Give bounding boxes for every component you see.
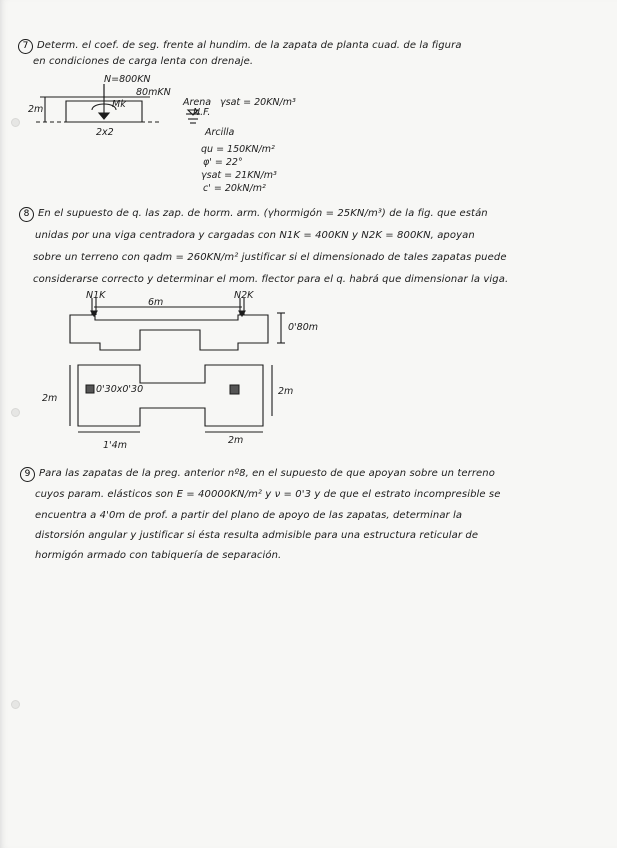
problem-number: 8 <box>19 207 34 222</box>
depth-label: 2m <box>28 104 44 115</box>
problem-text-line: considerarse correcto y determinar el mom. flector para el q. habrá que dimensionar la viga. <box>33 274 509 285</box>
soil-label: Arena <box>183 97 212 108</box>
soil-property: φ' = 22° <box>203 157 243 168</box>
soil-property: qu = 150KN/m² <box>201 144 275 155</box>
moment-label: 80mKN <box>136 87 171 98</box>
soil-label: Arcilla <box>205 127 235 138</box>
problem-text-line: En el supuesto de q. las zap. de horm. arm. (γhormigón = 25KN/m³) de la fig. que están <box>38 208 488 219</box>
problem-text-line: sobre un terreno con qadm = 260KN/m² justificar si el dimensionado de tales zapatas puede <box>33 252 507 263</box>
load-label: N2K <box>234 290 254 301</box>
load-label: N=800KN <box>104 74 151 85</box>
width-label: 2m <box>42 393 58 404</box>
problem-text-line: en condiciones de carga lenta con drenaje. <box>33 56 254 67</box>
problem-text-line: encuentra a 4'0m de prof. a partir del plano de apoyo de las zapatas, determinar la <box>35 510 463 521</box>
problem-text-line: unidas por una viga centradora y cargadas con N1K = 400KN y N2K = 800KN, apoyan <box>35 230 475 241</box>
height-label: 0'80m <box>288 322 318 333</box>
problem-text-line: Determ. el coef. de seg. frente al hundim. de la zapata de planta cuad. de la figura <box>37 40 462 51</box>
problem-text-line: distorsión angular y justificar si ésta resulta admisible para una estructura reticular de <box>35 530 479 541</box>
width-label: 2m <box>278 386 294 397</box>
gamma-label: γsat = 20KN/m³ <box>220 97 296 108</box>
length-label: 2m <box>228 435 244 446</box>
soil-property: c' = 20kN/m² <box>203 183 266 194</box>
length-label: 1'4m <box>103 440 127 451</box>
problem-number: 9 <box>20 467 35 482</box>
problem-text-line: cuyos param. elásticos son E = 40000KN/m² y ν = 0'3 y de que el estrato incompresible se <box>35 489 501 500</box>
soil-property: γsat = 21KN/m³ <box>201 170 277 181</box>
problem-text-line: hormigón armado con tabiquería de separación. <box>35 550 282 561</box>
size-label: 2x2 <box>96 127 114 138</box>
span-label: 6m <box>148 297 164 308</box>
nf-label: N.F. <box>193 107 211 118</box>
problem-number: 7 <box>18 39 33 54</box>
problem-text-line: Para las zapatas de la preg. anterior nº8, en el supuesto de que apoyan sobre un terreno <box>39 468 495 479</box>
column-label: 0'30x0'30 <box>96 384 144 395</box>
load-label: N1K <box>86 290 106 301</box>
mk-label: Mk <box>112 99 126 110</box>
